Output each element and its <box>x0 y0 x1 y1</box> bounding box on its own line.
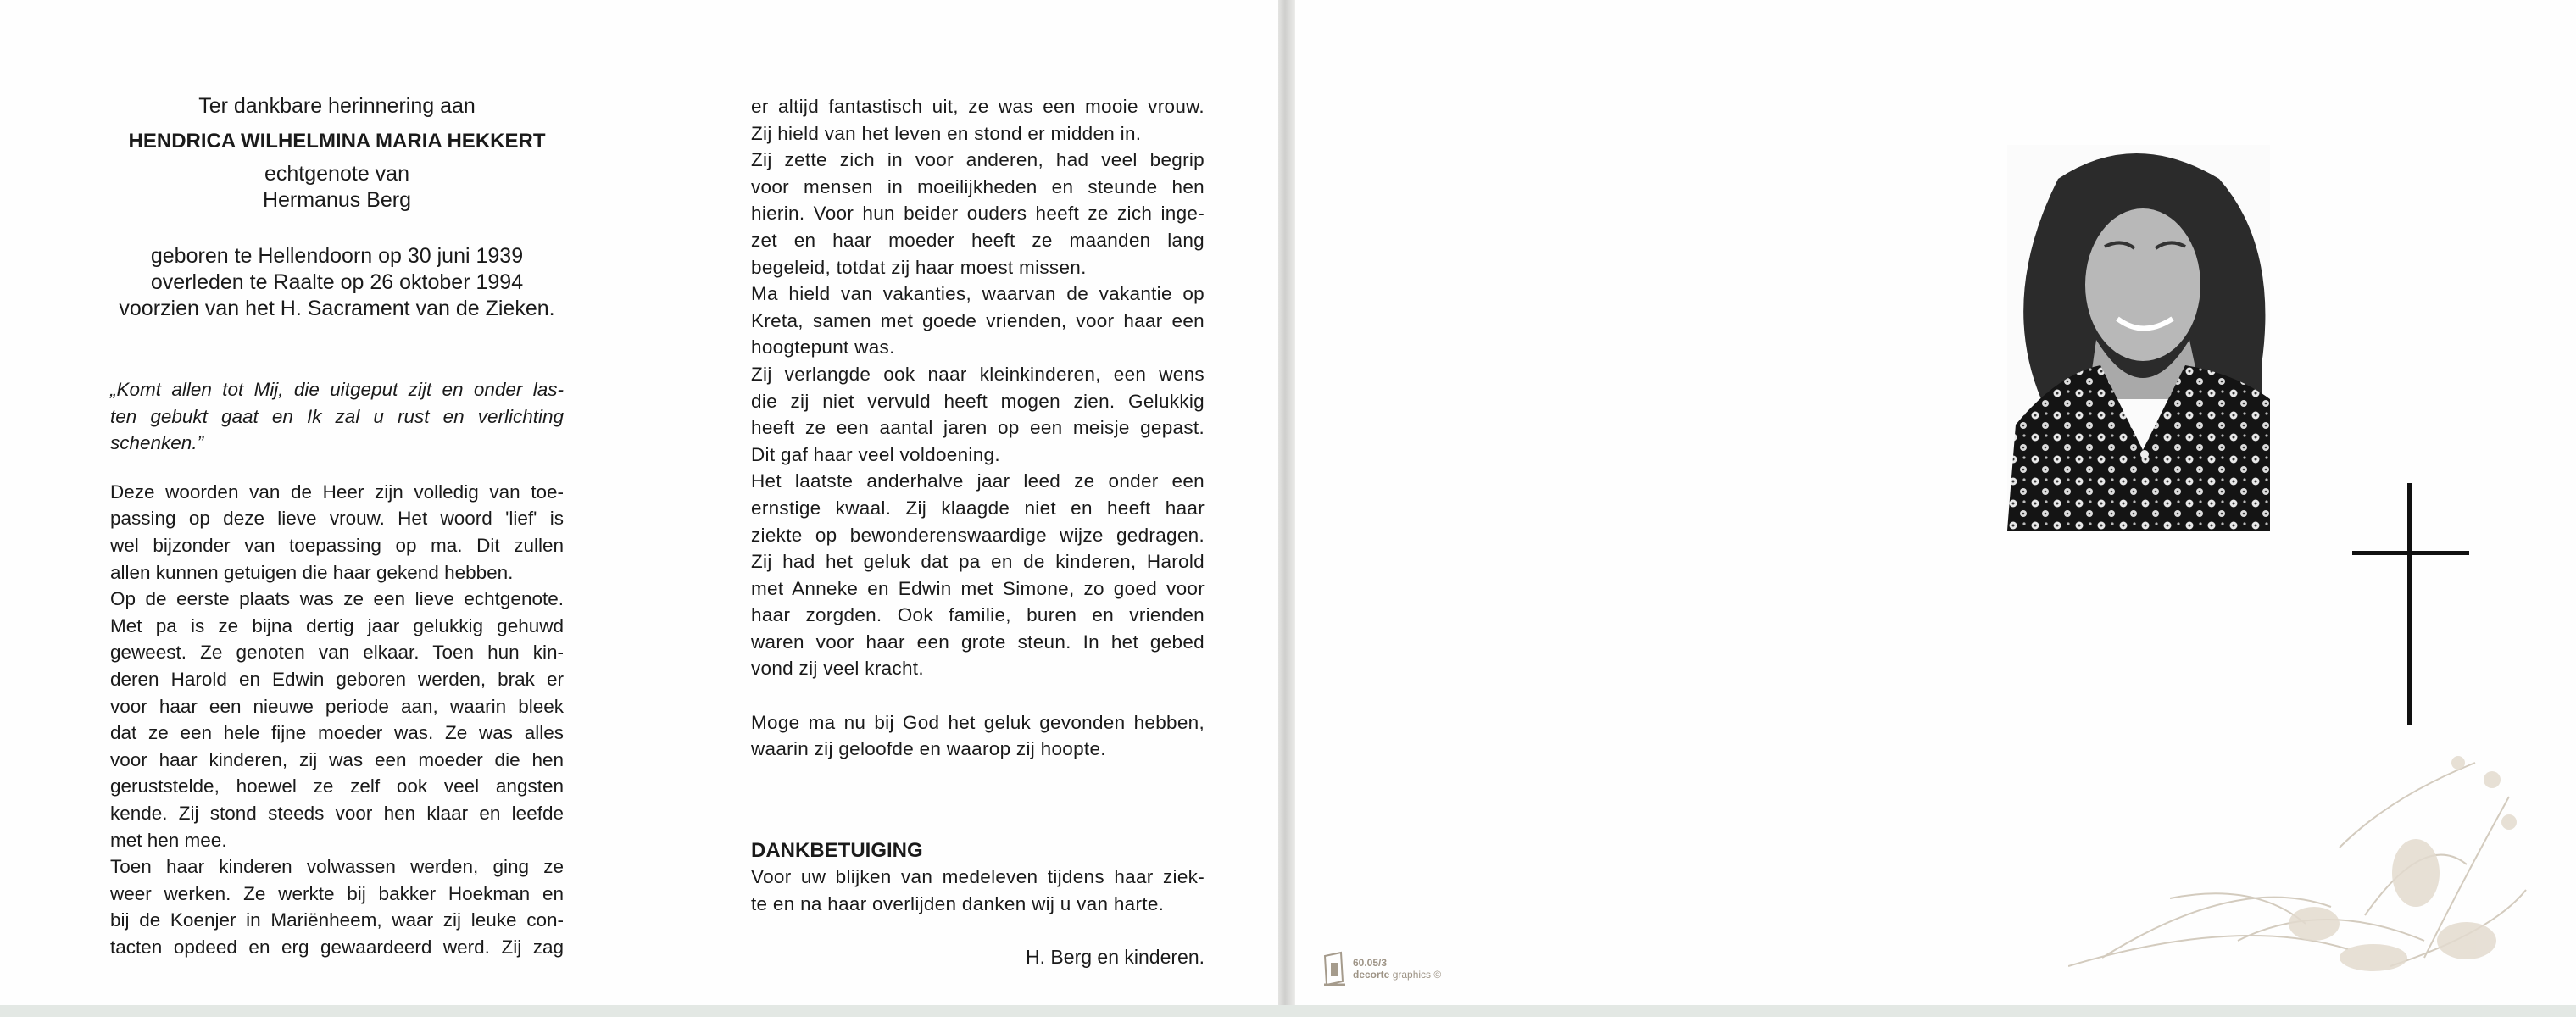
portrait-photo <box>2007 145 2270 531</box>
text-line: te en na haar overlijden danken wij u van harte. <box>751 893 1165 915</box>
death-text: overleden te Raalte op 26 oktober 1994 <box>150 270 524 294</box>
bible-quote <box>110 376 564 457</box>
text-line: begeleid, totdat zij haar moest missen. <box>751 256 1087 278</box>
floral-decoration <box>2068 746 2543 992</box>
text-line: ten gebukt gaat en Ik zal u rust en verlichting <box>110 405 564 427</box>
spouse-name: Hermanus Berg <box>262 188 412 212</box>
text-line: wel bijzonder van toepassing op ma. Dit zullen <box>110 534 564 556</box>
printer-mark <box>1322 951 1441 986</box>
text-line: Moge ma nu bij God het geluk gevonden hebben, <box>751 711 1205 733</box>
card-logo-icon <box>1322 951 1348 986</box>
text-line: Kreta, samen met goede vrienden, voor haar een <box>751 309 1205 331</box>
text-line: geruststelde, hoewel ze zelf ook veel angsten <box>110 775 564 797</box>
signature: H. Berg en kinderen. <box>1026 946 1205 969</box>
text-line: zet en haar moeder heeft ze maanden lang <box>751 229 1205 251</box>
printer-brand: decorte <box>1353 969 1390 981</box>
thanks-text <box>751 864 1205 917</box>
text-line: Dit gaf haar veel voldoening. <box>751 443 1000 465</box>
card-fold <box>1278 0 1295 1017</box>
text-line: bij de Koenjer in Mariënheem, waar zij leuke con- <box>110 909 564 931</box>
text-line: allen kunnen getuigen die haar gekend hebben. <box>110 561 514 583</box>
text-line: Voor uw blijken van medeleven tijdens haar ziek- <box>751 866 1205 888</box>
deceased-name: HENDRICA WILHELMINA MARIA HEKKERT <box>128 130 546 153</box>
text-line: Op de eerste plaats was ze een lieve echtgenote. <box>110 588 564 610</box>
text-line: weer werken. Ze werkte bij bakker Hoekman en <box>110 882 564 904</box>
scan-edge <box>0 1005 2576 1017</box>
printer-code: 60.05/3 <box>1353 957 1388 969</box>
text-line: Zij hield van het leven en stond er midden in. <box>751 122 1142 144</box>
text-line: waren voor haar een grote steun. In het gebed <box>751 631 1205 653</box>
text-line: ziekte op bewonderenswaardige wijze gedragen. <box>751 524 1205 546</box>
text-line: hoogtepunt was. <box>751 336 895 358</box>
card-inner-left-spread <box>0 0 1278 1017</box>
text-line: met Anneke en Edwin met Simone, zo goed voor <box>751 577 1205 599</box>
text-line: deren Harold en Edwin geboren werden, brak er <box>110 668 564 690</box>
text-line: Zij zette zich in voor anderen, had veel begrip <box>751 149 1205 171</box>
text-line: kende. Zij stond steeds voor hen klaar en leefde <box>110 802 564 824</box>
text-line: vond zij veel kracht. <box>751 658 924 680</box>
text-line: haar zorgden. Ook familie, buren en vrienden <box>751 604 1205 626</box>
text-line: heeft ze een aantal jaren op een meisje gepast. <box>751 417 1205 439</box>
text-line: voor haar een nieuwe periode aan, waarin bleek <box>110 695 564 717</box>
birth-text: geboren te Hellendoorn op 30 juni 1939 <box>150 244 524 268</box>
text-line: Zij verlangde ook naar kleinkinderen, een wens <box>751 363 1205 385</box>
right-text-column <box>751 93 1205 971</box>
text-line: Toen haar kinderen volwassen werden, ging ze <box>110 856 564 878</box>
text-line: Ma hield van vakanties, waarvan de vakantie op <box>751 283 1205 305</box>
text-line: geweest. Ze genoten van elkaar. Toen hun kin- <box>110 642 564 664</box>
text-line: voor mensen in moeilijkheden en steunde hen <box>751 175 1205 197</box>
text-line: met hen mee. <box>110 829 227 851</box>
text-line: schenken.” <box>110 432 204 454</box>
text-line: Deze woorden van de Heer zijn volledig van toe- <box>110 481 564 503</box>
text-line: er altijd fantastisch uit, ze was een mooie vrouw. <box>751 96 1205 117</box>
right-body-text <box>751 93 1205 682</box>
left-body-text <box>110 479 564 961</box>
text-line: Het laatste anderhalve jaar leed ze onder een <box>751 470 1205 492</box>
relation-text: echtgenote van <box>264 162 409 186</box>
text-line: waarin zij geloofde en waarop zij hoopte. <box>751 738 1106 760</box>
thanks-heading: DANKBETUIGING <box>751 838 923 862</box>
text-line: voor haar kinderen, zij was een moeder die hen <box>110 748 564 770</box>
closing-text <box>751 709 1205 763</box>
text-line: dat ze een hele fijne moeder was. Ze was alles <box>110 722 564 744</box>
text-line: hierin. Voor hun beider ouders heeft ze zich inge- <box>751 203 1205 225</box>
printer-brand-suffix: graphics © <box>1392 969 1442 981</box>
left-text-column <box>110 93 564 960</box>
text-line: Met pa is ze bijna dertig jaar gelukkig gehuwd <box>110 614 564 636</box>
cross-icon <box>2348 483 2471 725</box>
text-line: die zij niet vervuld heeft mogen zien. Gelukkig <box>751 390 1205 412</box>
text-line: passing op deze lieve vrouw. Het woord 'lief' is <box>110 508 564 530</box>
text-line: Zij had het geluk dat pa en de kinderen, Harold <box>751 551 1205 573</box>
text-line: ernstige kwaal. Zij klaagde niet en heeft haar <box>751 497 1205 519</box>
text-line: „Komt allen tot Mij, die uitgeput zijt en onder las- <box>110 379 564 400</box>
sacrament-text: voorzien van het H. Sacrament van de Zieken. <box>119 297 555 320</box>
intro-text: Ter dankbare herinnering aan <box>198 94 476 118</box>
text-line: tacten opdeed en erg gewaardeerd werd. Zij zag <box>110 936 564 958</box>
